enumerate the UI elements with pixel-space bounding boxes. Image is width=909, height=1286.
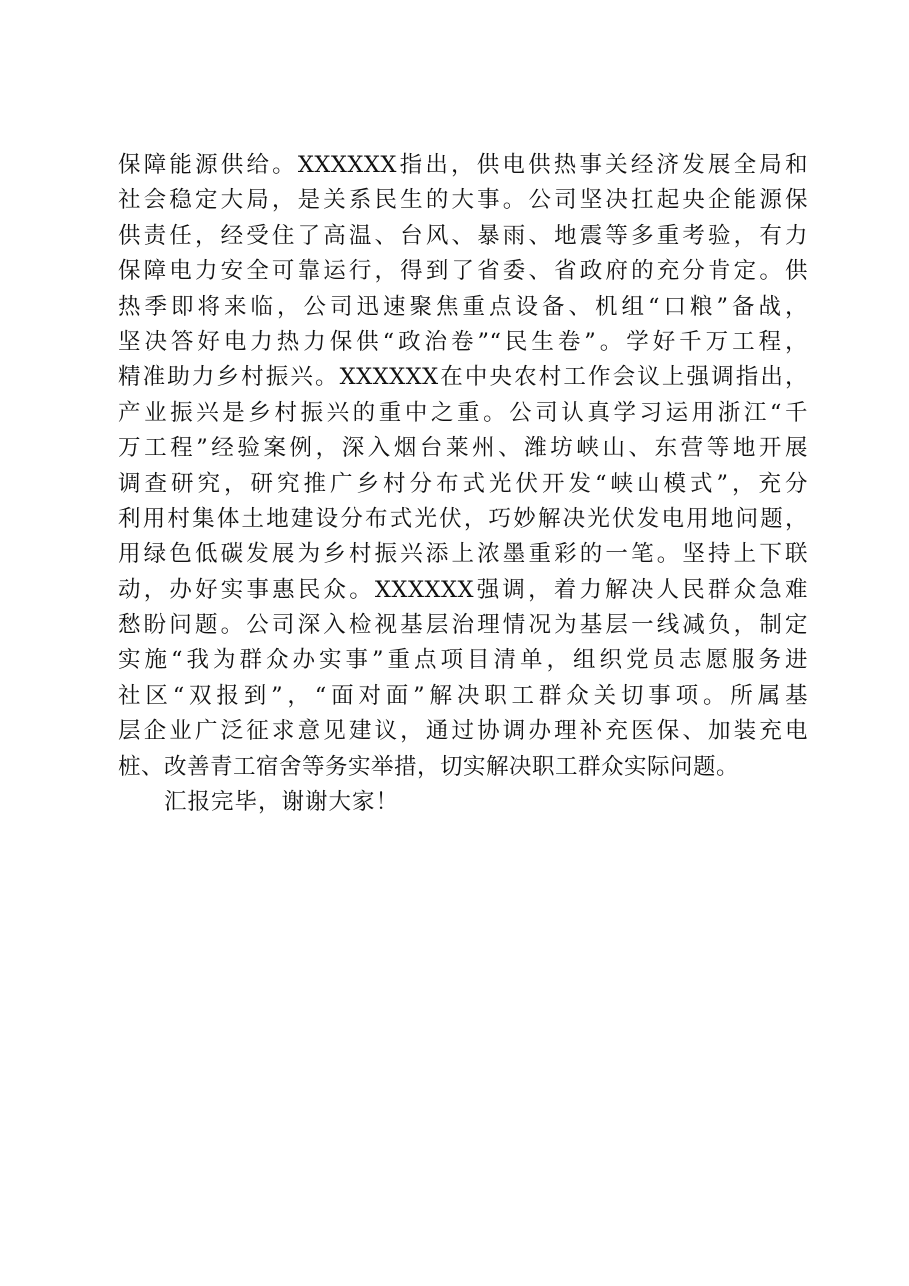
text-line: 供责任，经受住了高温、台风、暴雨、地震等多重考验，有力 xyxy=(118,222,808,249)
text-line: 调查研究，研究推广乡村分布式光伏开发“峡山模式”，充分 xyxy=(118,470,808,497)
text-line: 愁盼问题。公司深入检视基层治理情况为基层一线减负，制定 xyxy=(118,612,808,639)
text-line: 万工程”经验案例，深入烟台莱州、潍坊峡山、东营等地开展 xyxy=(118,435,808,462)
text-line: 保障电力安全可靠运行，得到了省委、省政府的充分肯定。供 xyxy=(118,258,808,285)
text-line: 热季即将来临，公司迅速聚焦重点设备、机组“口粮”备战， xyxy=(118,293,808,320)
text-line: 层企业广泛征求意见建议，通过协调办理补充医保、加装充电 xyxy=(118,718,808,745)
text-line: 桩、改善青工宿舍等务实举措，切实解决职工群众实际问题。 xyxy=(118,753,740,780)
text-line: 精准助力乡村振兴。XXXXXX在中央农村工作会议上强调指出， xyxy=(118,364,808,391)
body-paragraph xyxy=(118,148,808,820)
text-line: 保障能源供给。XXXXXX指出，供电供热事关经济发展全局和 xyxy=(118,152,808,178)
text-line: 坚决答好电力热力保供“政治卷”“民生卷”。学好千万工程， xyxy=(118,328,808,355)
text-line: 利用村集体土地建设分布式光伏，巧妙解决光伏发电用地问题， xyxy=(118,505,808,532)
closing-remark: 汇报完毕，谢谢大家！ xyxy=(164,789,400,816)
text-line: 动，办好实事惠民众。XXXXXX强调，着力解决人民群众急难 xyxy=(118,576,808,603)
text-line: 产业振兴是乡村振兴的重中之重。公司认真学习运用浙江“千 xyxy=(118,399,808,426)
text-line: 实施“我为群众办实事”重点项目清单，组织党员志愿服务进 xyxy=(118,647,808,674)
text-line: 用绿色低碳发展为乡村振兴添上浓墨重彩的一笔。坚持上下联 xyxy=(118,541,808,568)
text-line: 社区“双报到”，“面对面”解决职工群众关切事项。所属基 xyxy=(118,682,808,709)
text-line: 社会稳定大局，是关系民生的大事。公司坚决扛起央企能源保 xyxy=(118,187,808,214)
